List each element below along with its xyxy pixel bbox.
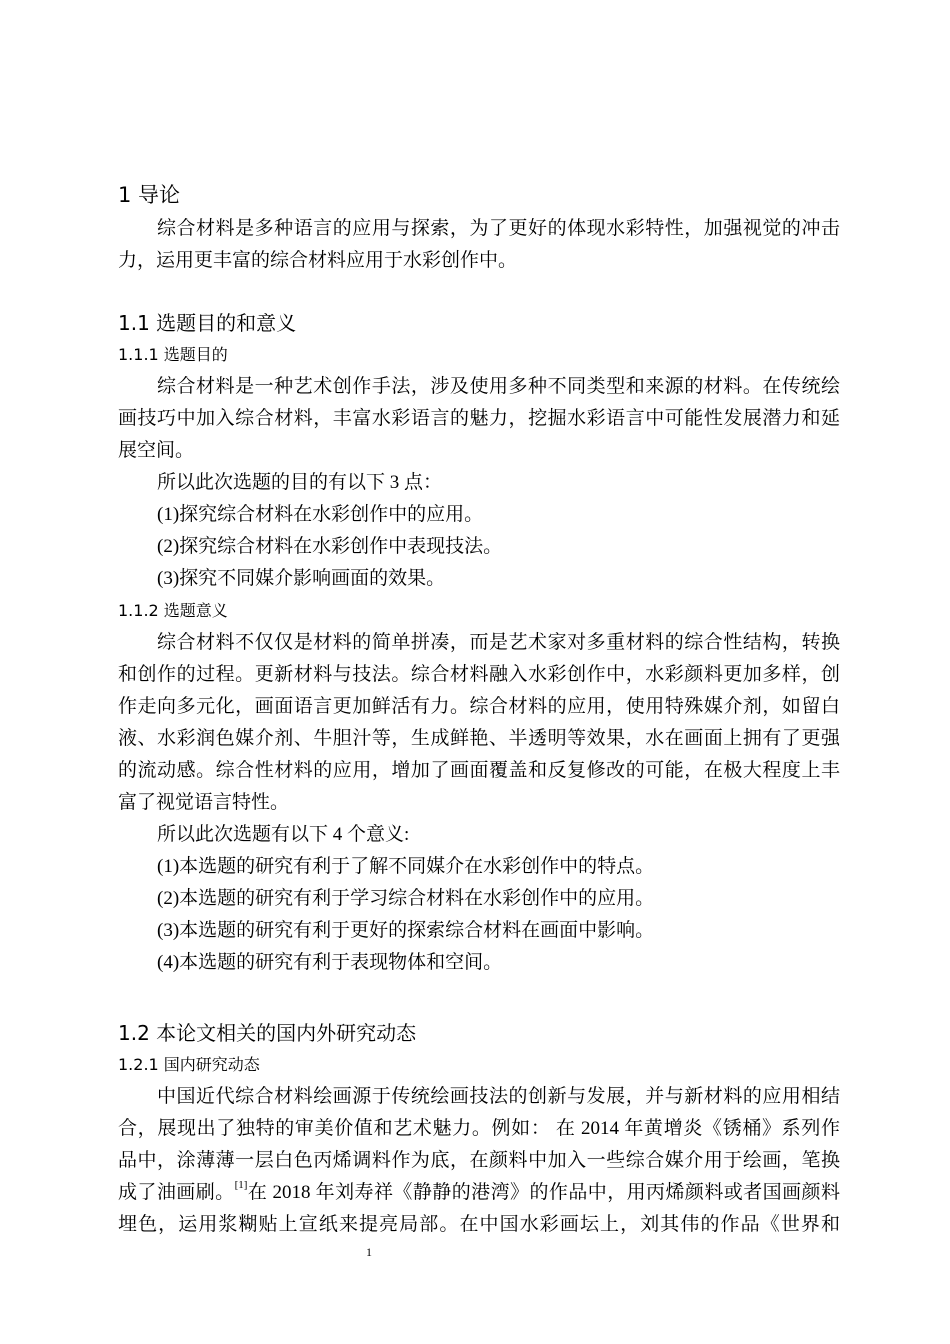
paragraph-line: 作走向多元化，画面语言更加鲜活有力。综合材料的应用，使用特殊媒介剂，如留白 [118,696,840,717]
paragraph-line: 综合材料不仅仅是材料的简单拼凑，而是艺术家对多重材料的综合性结构，转换 [157,632,840,653]
list-intro: 所以此次选题的目的有以下 3 点： [157,472,443,493]
list-item: (3)探究不同媒介影响画面的效果。 [157,568,446,589]
paragraph-line: 品中，涂薄薄一层白色丙烯调料作为底，在颜料中加入一些综合媒介用于绘画，笔换 [118,1150,840,1171]
list-item: (2)探究综合材料在水彩创作中表现技法。 [157,536,503,557]
paragraph-line: 埋色，运用浆糊贴上宣纸来提亮局部。在中国水彩画坛上，刘其伟的作品《世界和 [118,1214,840,1235]
paragraph-line: 综合材料是多种语言的应用与探索，为了更好的体现水彩特性，加强视觉的冲击 [157,218,840,239]
line-text-before-citation: 成了油画刷。 [118,1182,235,1203]
page-number: 1 [366,1245,372,1259]
paragraph-line: 合，展现出了独特的审美价值和艺术魅力。例如： 在 2014 年黄增炎《锈桶》系列作 [118,1118,840,1139]
subsection-heading-1-2-1: 1.2.1 国内研究动态 [118,1055,260,1074]
section-heading-1-2: 1.2 本论文相关的国内外研究动态 [118,1021,417,1045]
paragraph-line: 液、水彩润色媒介剂、牛胆汁等，生成鲜艳、半透明等效果，水在画面上拥有了更强 [118,728,840,749]
section-heading-1-1: 1.1 选题目的和意义 [118,311,297,335]
list-item: (4)本选题的研究有利于表现物体和空间。 [157,952,503,973]
subsection-heading-1-1-2: 1.1.2 选题意义 [118,601,228,620]
paragraph-line: 画技巧中加入综合材料，丰富水彩语言的魅力，挖掘水彩语言中可能性发展潜力和延 [118,408,840,429]
paragraph-line: 和创作的过程。更新材料与技法。综合材料融入水彩创作中，水彩颜料更加多样，创 [118,664,840,685]
list-item: (1)探究综合材料在水彩创作中的应用。 [157,504,484,525]
list-item: (2)本选题的研究有利于学习综合材料在水彩创作中的应用。 [157,888,655,909]
subsection-heading-1-1-1: 1.1.1 选题目的 [118,345,228,364]
page-body [118,178,840,1241]
line-text-after-citation: 在 2018 年刘寿祥《静静的港湾》的作品中，用丙烯颜料或者国画颜料 [247,1182,840,1203]
paragraph-line: 力，运用更丰富的综合材料应用于水彩创作中。 [118,250,518,271]
paragraph-line: 的流动感。综合性材料的应用，增加了画面覆盖和反复修改的可能，在极大程度上丰 [118,760,840,781]
list-intro: 所以此次选题有以下 4 个意义: [157,824,410,845]
paragraph-line: 展空间。 [118,440,195,461]
paragraph-line: 综合材料是一种艺术创作手法，涉及使用多种不同类型和来源的材料。在传统绘 [157,376,840,397]
list-item: (3)本选题的研究有利于更好的探索综合材料在画面中影响。 [157,920,655,941]
chapter-heading: 1 导论 [118,183,181,207]
paragraph-line: 中国近代综合材料绘画源于传统绘画技法的创新与发展，并与新材料的应用相结 [157,1086,840,1107]
paragraph-line-with-citation [118,1177,840,1209]
list-item: (1)本选题的研究有利于了解不同媒介在水彩创作中的特点。 [157,856,655,877]
paragraph-line: 富了视觉语言特性。 [118,792,290,813]
citation-marker: [1] [234,1179,248,1191]
